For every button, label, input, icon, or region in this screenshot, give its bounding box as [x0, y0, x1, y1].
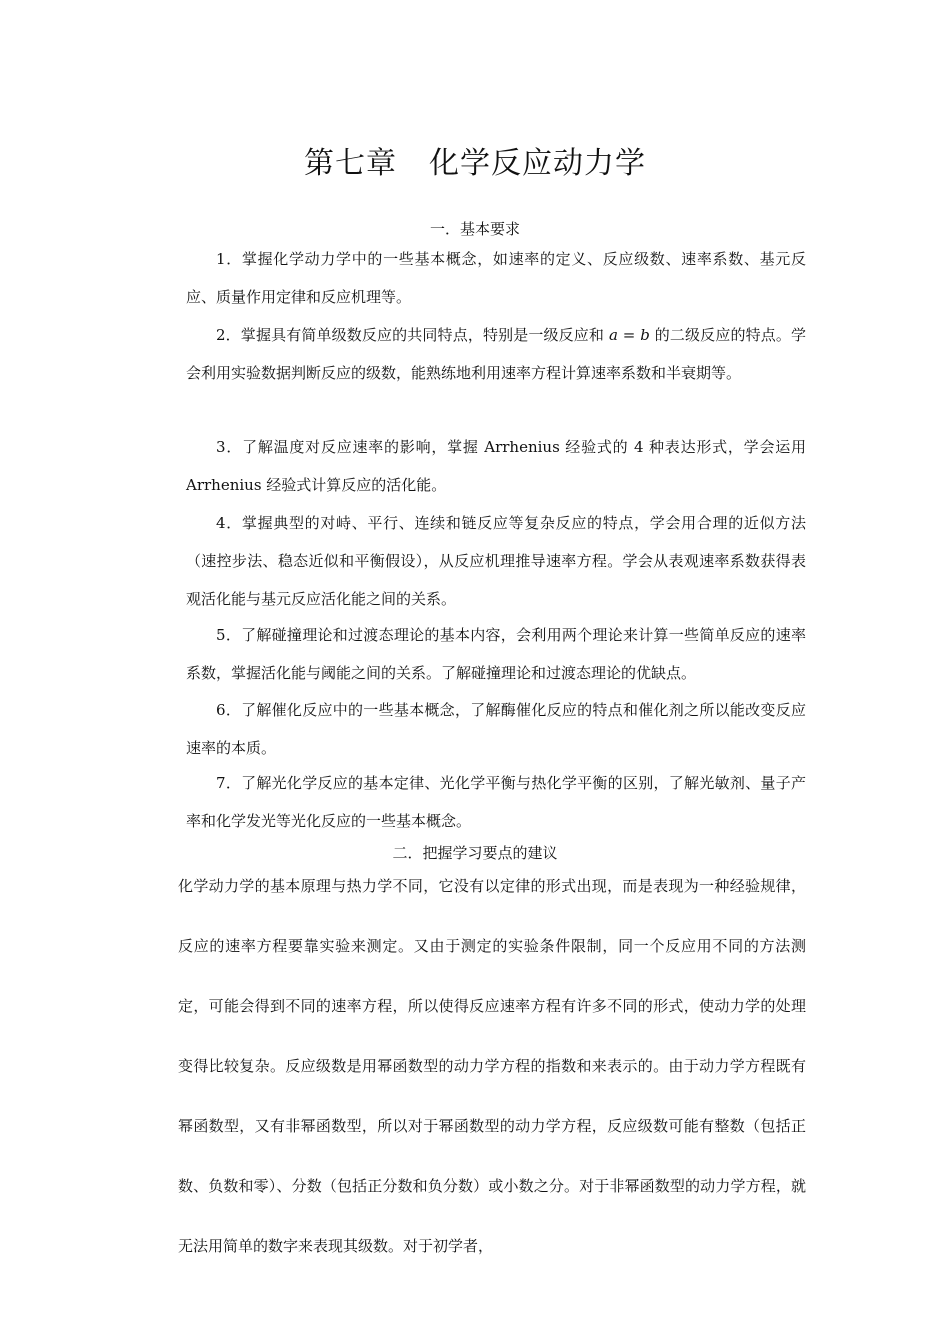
requirement-item-6: 6．了解催化反应中的一些基本概念，了解酶催化反应的特点和催化剂之所以能改变反应速率的本质。 [186, 701, 806, 757]
chapter-name: 化学反应动力学 [429, 146, 646, 181]
section-heading-suggestions: 二．把握学习要点的建议 [392, 844, 558, 862]
chapter-number: 第七章 [304, 146, 397, 181]
page-title [0, 138, 950, 182]
requirement-item-1: 1．掌握化学动力学中的一些基本概念，如速率的定义、反应级数、速率系数、基元反应、质量作用定律和反应机理等。 [186, 250, 806, 306]
requirement-item-4: 4．掌握典型的对峙、平行、连续和链反应等复杂反应的特点，学会用合理的近似方法（速控步法、稳态近似和平衡假设），从反应机理推导速率方程。学会从表观速率系数获得表观活化能与基元反应活化能之间的关系。 [186, 514, 806, 608]
requirement-item-2 [186, 316, 806, 392]
math-a-equals-b: a = b [608, 326, 650, 344]
requirement-item-2-pre: 2．掌握具有简单级数反应的共同特点，特别是一级反应和 [216, 326, 609, 344]
requirement-item-5: 5．了解碰撞理论和过渡态理论的基本内容，会利用两个理论来计算一些简单反应的速率系数，掌握活化能与阈能之间的关系。了解碰撞理论和过渡态理论的优缺点。 [186, 626, 806, 682]
requirement-item-2-post: 的二级反应的特点。学会利用实验数据判断反应的级数，能熟练地利用速率方程计算速率系数和半衰期等。 [186, 326, 806, 382]
requirement-item-3: 3．了解温度对反应速率的影响，掌握 Arrhenius 经验式的 4 种表达形式，学会运用 Arrhenius 经验式计算反应的活化能。 [186, 438, 806, 494]
section-heading-requirements: 一．基本要求 [429, 220, 520, 238]
requirement-item-7: 7．了解光化学反应的基本定律、光化学平衡与热化学平衡的区别，了解光敏剂、量子产率和化学发光等光化反应的一些基本概念。 [186, 774, 806, 830]
suggestions-paragraph: 化学动力学的基本原理与热力学不同，它没有以定律的形式出现，而是表现为一种经验规律，反应的速率方程要靠实验来测定。又由于测定的实验条件限制，同一个反应用不同的方法测定，可能会得到不同的速率方程，所以使得反应速率方程有许多不同的形式，使动力学的处理变得比较复杂。反应级数是用幂函数型的动力学方程的指数和来表示的。由于动力学方程既有幂函数型，又有非幂函数型，所以对于幂函数型的动力学方程，反应级数可能有整数（包括正数、负数和零）、分数（包括正分数和负分数）或小数之分。对于非幂函数型的动力学方程，就无法用简单的数字来表现其级数。对于初学者， [178, 877, 806, 1255]
